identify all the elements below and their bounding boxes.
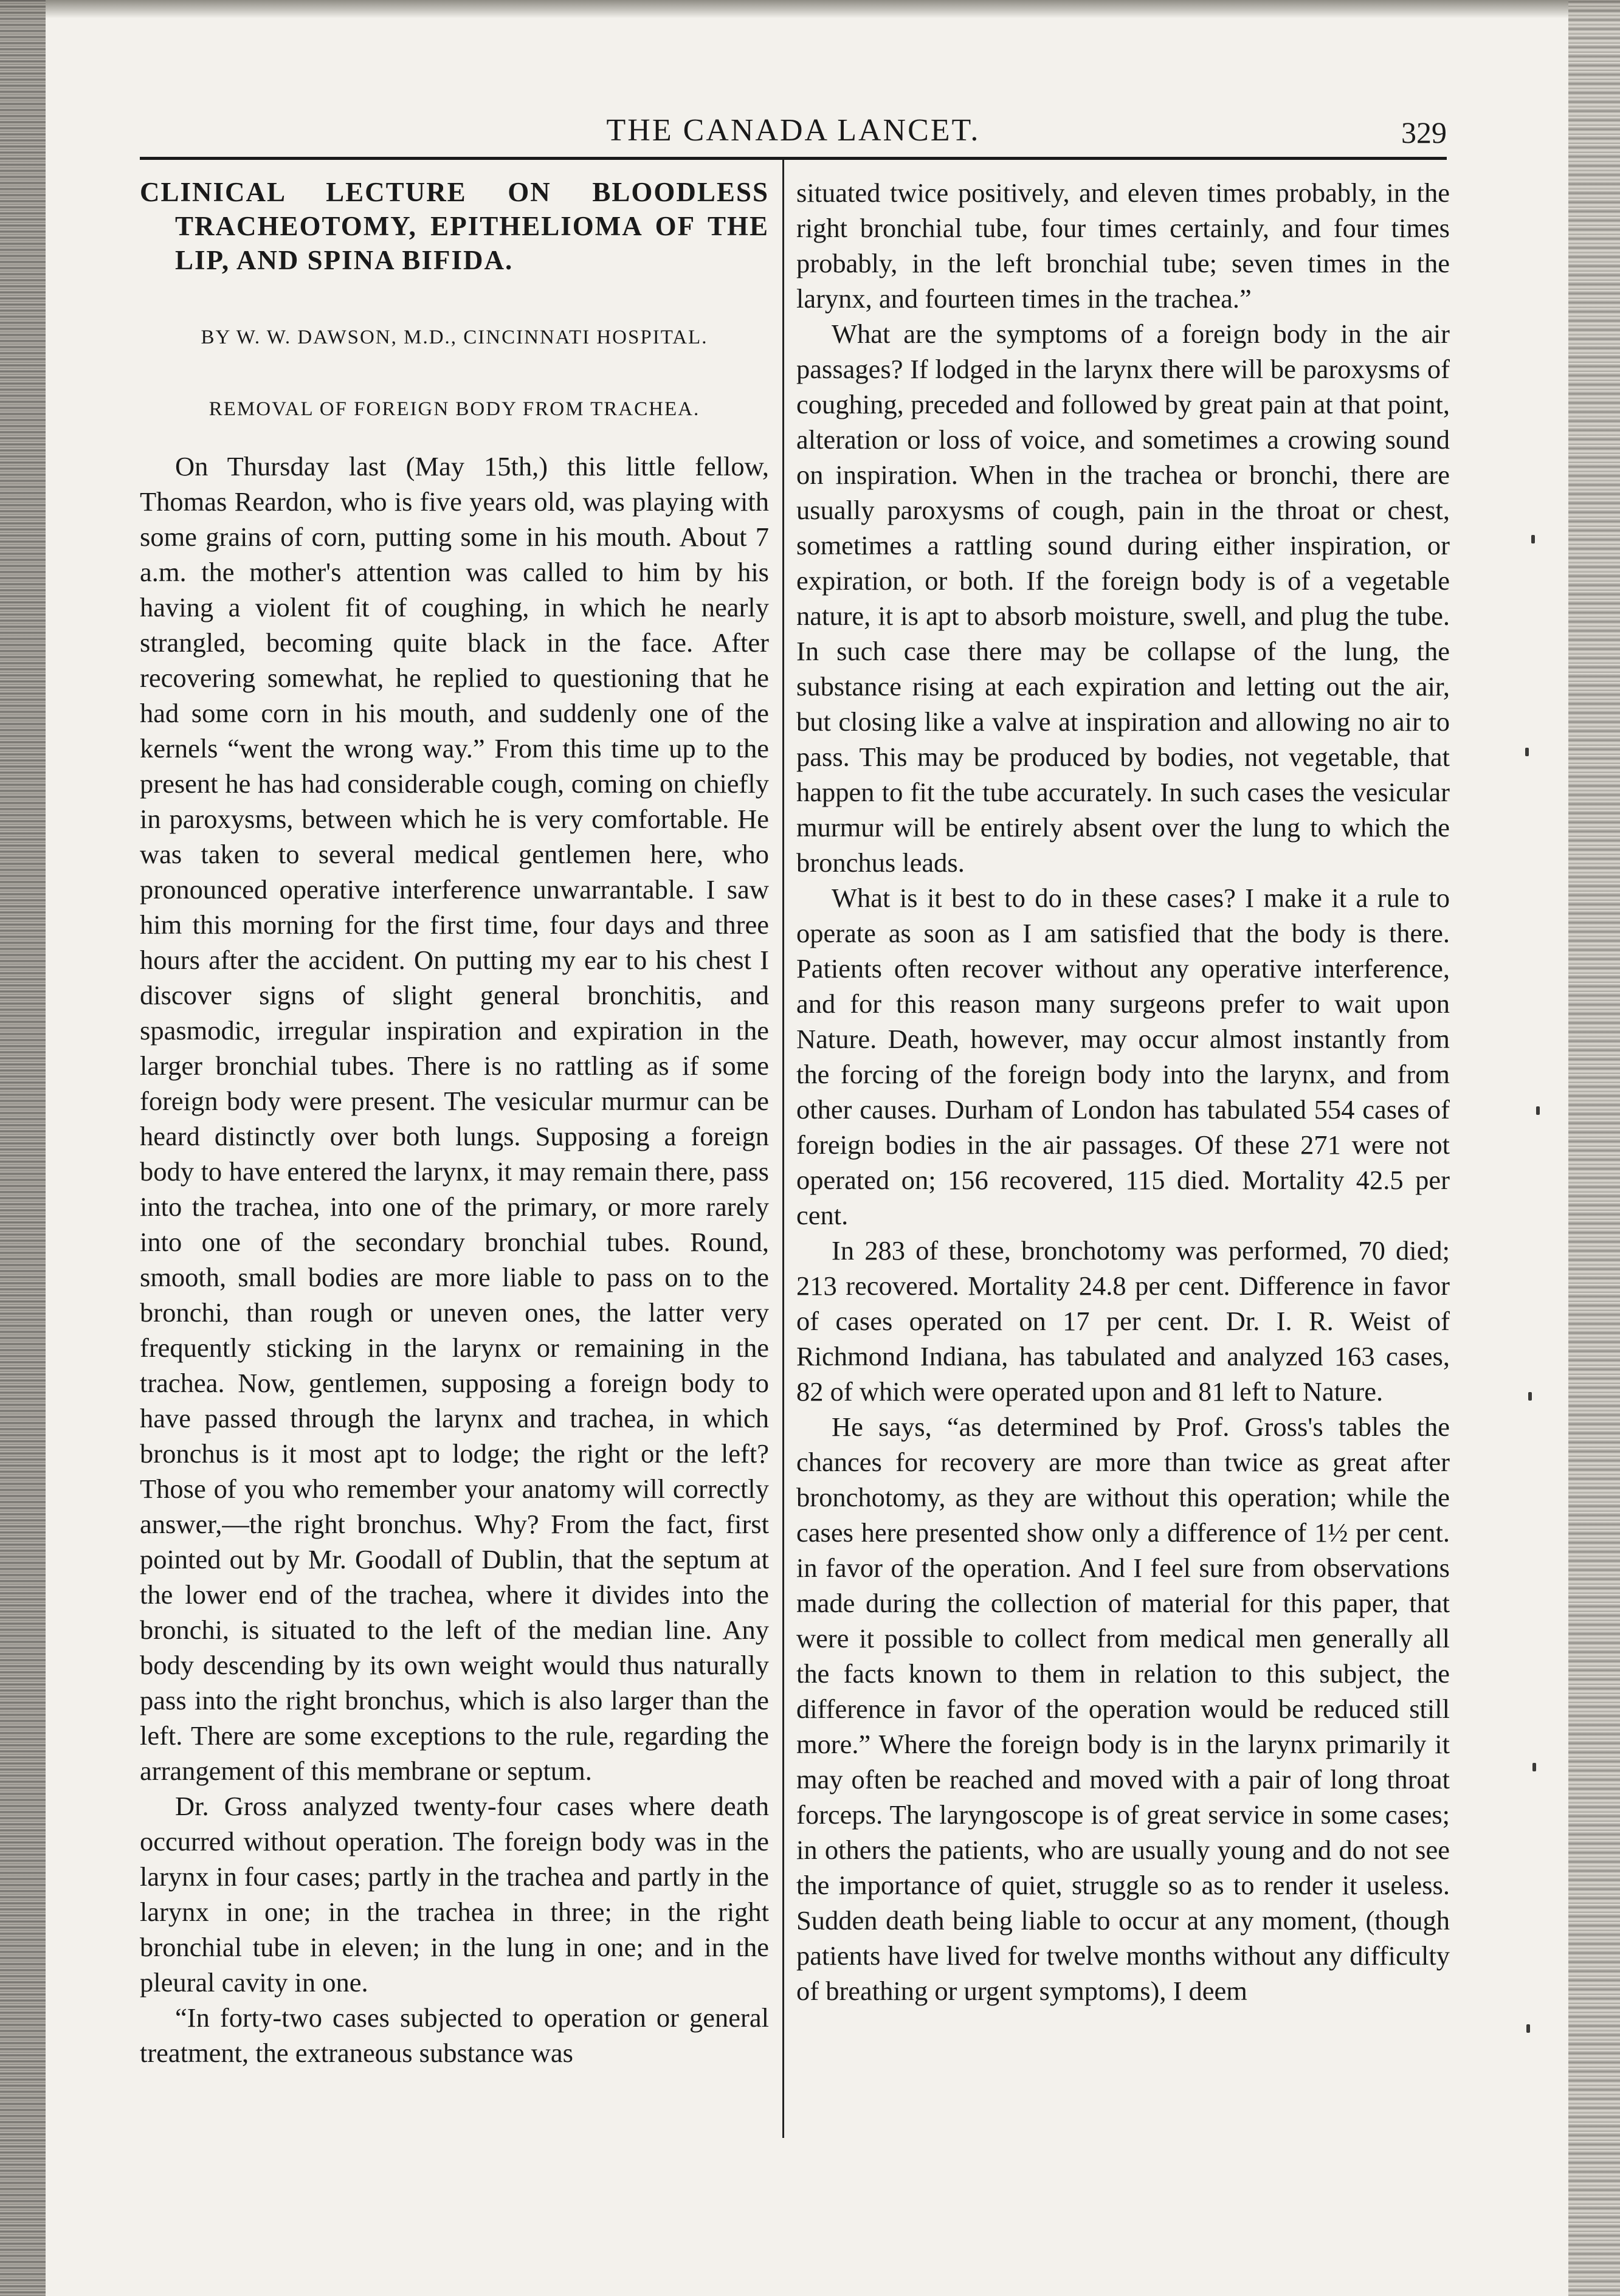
paragraph: He says, “as determined by Prof. Gross's tables the chances for recovery are more than twice as great after bronchotomy, as they are without this operation; while the cases here presented show only a difference of 1½ per cent. in favor of the operation. And I feel sure from observations made during the collection of material for this paper, that were it possible to collect from medical men generally all the facts known to them in relation to this subject, the difference in favor of the operation would be reduced still more.” Where the foreign body is in the larynx primarily it may often be reached and moved with a pair of long throat forceps. The laryngoscope is of great service in some cases; in others the patients, who are usually young and do not see the importance of quiet, struggle so as to render it useless. Sudden death being liable to occur at any moment, (though patients have lived for twelve months without any difficulty of breathing or urgent symptoms), I deem	[796, 1412, 1450, 2006]
paragraph: “In forty-two cases subjected to operation or general treatment, the extraneous substance was	[140, 2002, 769, 2068]
paragraph: On Thursday last (May 15th,) this little fellow, Thomas Reardon, who is five years old, was playing with some grains of corn, putting some in his mouth. About 7 a.m. the mother's attention was called to him by his having a violent fit of coughing, in which he nearly strangled, becoming quite black in the face. After recovering somewhat, he replied to questioning that he had some corn in his mouth, and suddenly one of the kernels “went the wrong way.” From this time up to the present he has had considerable cough, coming on chiefly in paroxysms, between which he is very comfortable. He was taken to several medical gentlemen here, who pronounced operative interference unwarrantable. I saw him this morning for the first time, four days and three hours after the accident. On putting my ear to his chest I discover signs of slight general bronchitis, and spasmodic, irregular inspiration and expiration in the larger bronchial tubes. There is no rattling as if some foreign body were present. The vesicular murmur can be heard distinctly over both lungs. Supposing a foreign body to have entered the larynx, it may remain there, pass into the trachea, into one of the primary, or more rarely into one of the secondary bronchial tubes. Round, smooth, small bodies are more liable to pass on to the bronchi, than rough or uneven ones, the latter very frequently sticking in the larynx or remaining in the trachea. Now, gentlemen, supposing a foreign body to have passed through the larynx and trachea, in which bronchus is it most apt to lodge; the right or the left? Those of you who remember your anatomy will correctly answer,—the right bronchus. Why? From the fact, first pointed out by Mr. Goodall of Dublin, that the septum at the lower end of the trachea, where it divides into the bronchi, is situated to the left of the median line. Any body descending by its own weight would thus naturally pass into the right bronchus, which is also larger than the left. There are some exceptions to the rule, regarding the arrangement of this membrane or septum.	[140, 451, 769, 1786]
page-header	[140, 112, 1447, 161]
margin-mark	[1525, 748, 1529, 756]
margin-mark	[1526, 2024, 1530, 2033]
scan-binding-edge-right	[1568, 0, 1620, 2296]
running-title: THE CANADA LANCET.	[606, 113, 981, 148]
margin-mark	[1532, 1763, 1536, 1771]
column-divider	[782, 159, 784, 2138]
article-title: CLINICAL LECTURE ON BLOODLESS TRACHEOTOMY, EPITHELIOMA OF THE LIP, AND SPINA BIFIDA.	[140, 177, 769, 275]
article-author: BY W. W. DAWSON, M.D., CINCINNATI HOSPITAL.	[201, 326, 708, 348]
margin-mark	[1536, 1106, 1540, 1115]
paragraph: Dr. Gross analyzed twenty-four cases where death occurred without operation. The foreign body was in the larynx in four cases; partly in the trachea and partly in the larynx in one; in the trachea in three; in the right bronchial tube in eleven; in the lung in one; and in the pleural cavity in one.	[140, 1791, 769, 1998]
paragraph: What is it best to do in these cases? I make it a rule to operate as soon as I am satisfied that the body is there. Patients often recover without any operative interference, and for this reason many surgeons prefer to wait upon Nature. Death, however, may occur almost instantly from the forcing of the foreign body into the larynx, and from other causes. Durham of London has tabulated 554 cases of foreign bodies in the air passages. Of these 271 were not operated on; 156 recovered, 115 died. Mortality 42.5 per cent.	[796, 883, 1450, 1230]
section-heading: REMOVAL OF FOREIGN BODY FROM TRACHEA.	[209, 398, 700, 420]
paragraph-continued: situated twice positively, and eleven times probably, in the right bronchial tube, four times certainly, and four times probably, in the left bronchial tube; seven times in the larynx, and fourteen times in the trachea.”	[796, 178, 1450, 314]
scan-top-edge	[0, 0, 1620, 18]
right-column	[796, 175, 1450, 2145]
page-number: 329	[1401, 115, 1447, 150]
scan-binding-edge-left	[0, 0, 46, 2296]
paragraph: What are the symptoms of a foreign body in the air passages? If lodged in the larynx there will be paroxysms of coughing, preceded and followed by great pain at that point, alteration or loss of voice, and sometimes a crowing sound on inspiration. When in the trachea or bronchi, there are usually paroxysms of cough, pain in the throat or chest, sometimes a rattling sound during either inspiration, or expiration, or both. If the foreign body is of a vegetable nature, it is apt to absorb moisture, swell, and plug the tube. In such case there may be collapse of the lung, the substance rising at each expiration and letting out the air, but closing like a valve at inspiration and allowing no air to pass. This may be produced by bodies, not vegetable, that happen to fit the tube accurately. In such cases the vesicular murmur will be entirely absent over the lung to which the bronchus leads.	[796, 319, 1450, 878]
left-column	[140, 175, 769, 2145]
paragraph: In 283 of these, bronchotomy was performed, 70 died; 213 recovered. Mortality 24.8 per cent. Difference in favor of cases operated on 17 per cent. Dr. I. R. Weist of Richmond Indiana, has tabulated and analyzed 163 cases, 82 of which were operated upon and 81 left to Nature.	[796, 1235, 1450, 1407]
margin-mark	[1531, 535, 1535, 543]
margin-mark	[1528, 1392, 1532, 1401]
header-rule	[140, 157, 1447, 160]
